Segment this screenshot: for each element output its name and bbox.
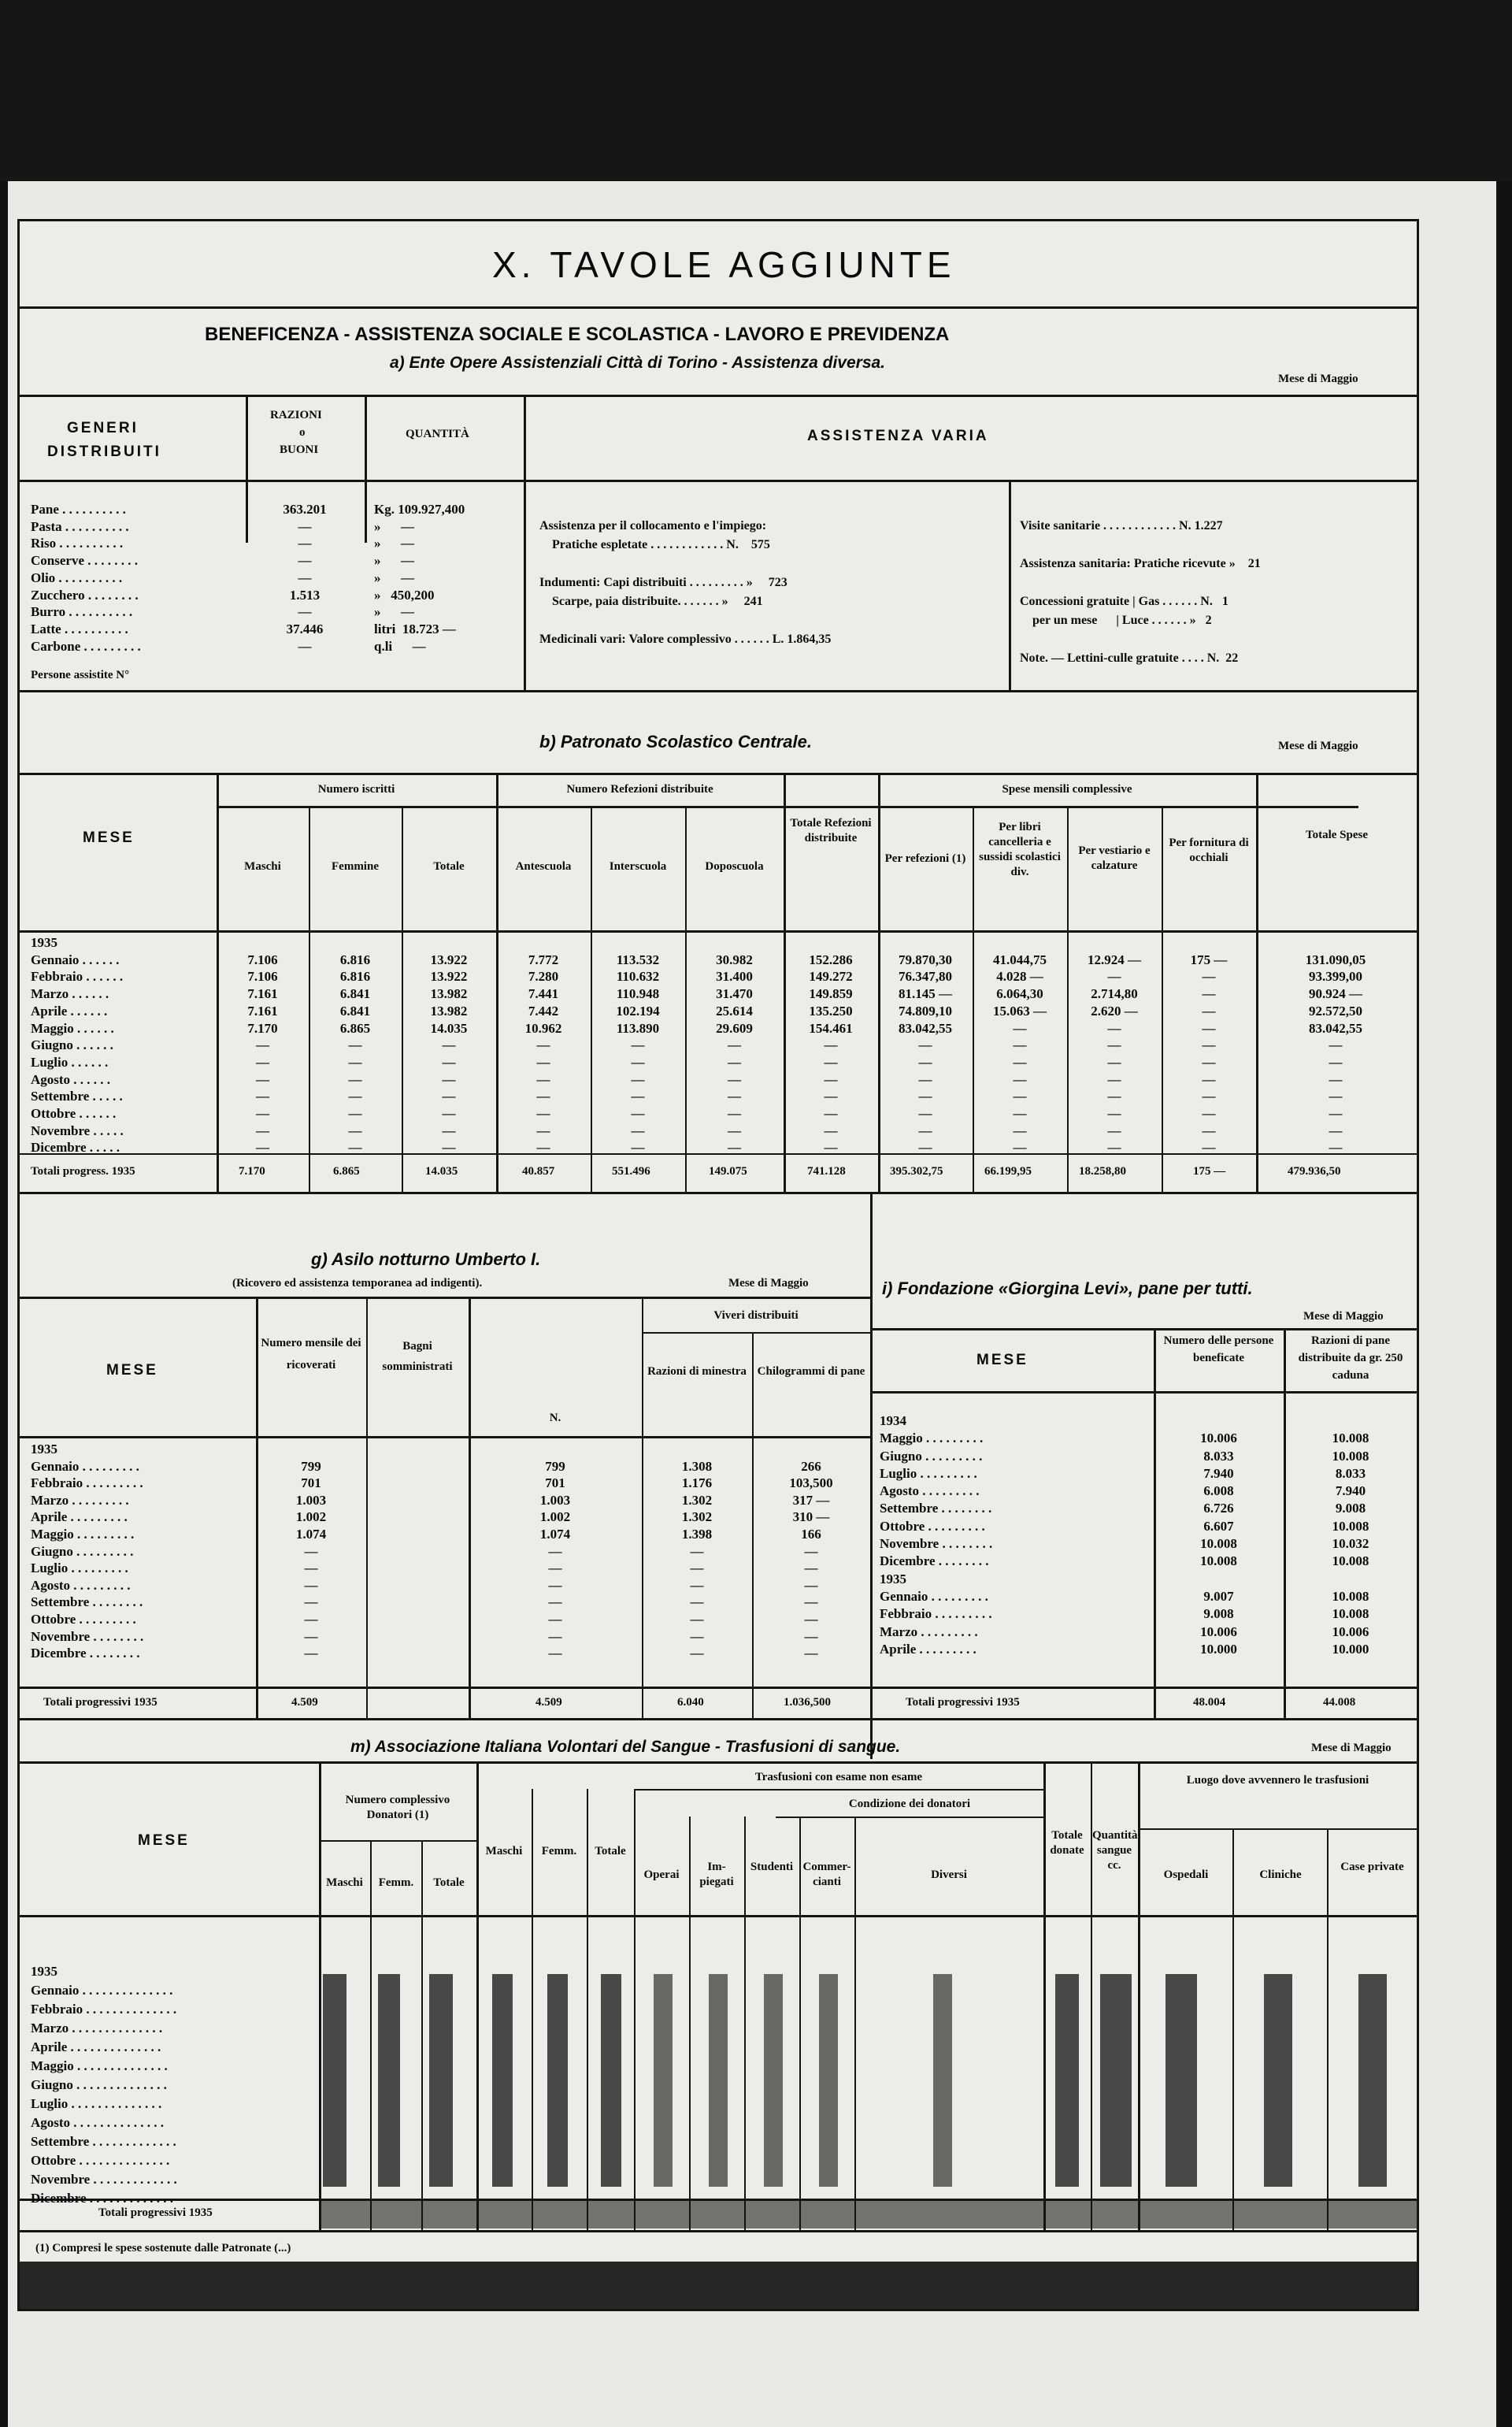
m-header-donatori: Numero complessivo Donatori (1) [345,1794,450,1821]
b-femmine: 6.816 6.816 6.841 6.841 6.865 — — — — — — — [339,952,371,1156]
header-per-fornitura: Per fornitura di occhiali [1169,837,1249,864]
i-razioni: 10.008 10.008 8.033 7.940 9.008 10.008 10.032 10.008 10.008 10.008 10.006 10.000 [1332,1431,1369,1657]
part-b-month: Mese di Maggio [1278,740,1358,752]
b-per-libri: 41.044,75 4.028 — 6.064,30 15.063 — — — — — — — — — [993,952,1047,1156]
g-header-bagni: Bagni somministrati [382,1340,453,1373]
i-numero: 10.006 8.033 7.940 6.008 6.726 6.607 10.008 10.008 9.007 9.008 10.006 10.000 [1200,1431,1237,1657]
b-doposcuola: 30.982 31.400 31.470 25.614 29.609 — — — — — — — [716,952,753,1156]
m-footnote: (1) Compresi le spese sostenute dalle Patronate (...) [35,2242,291,2254]
header-quantita: QUANTITÀ [406,428,469,440]
i-total-value: 48.004 [1193,1696,1226,1709]
g-months: 1935 Gennaio . . . . . . . . . Febbraio . . . . . . . . . Marzo . . . . . . . . . Aprile . . . . . . . . . Maggio . . . . . . . . . Giugno . . . . . . . . . Luglio . . . . . . . . . Agosto . . . . . . . . . Settembre . . . . . . . . Ottobre . . . . . . . . . Novembre . . . . . . . . Dicembre . . . . . . . . [31,1442,144,1661]
divider [776,1817,1043,1818]
header-distribuiti: DISTRIBUITI [47,443,161,460]
header-per-libri: Per libri cancelleria e sussidi scolastici div. [979,821,1061,878]
m-header-impiegati: Im-piegati [699,1861,734,1888]
divider [319,1840,476,1842]
m-header-femmine-2: Femm. [541,1845,577,1857]
header-o: o [299,426,306,439]
b-totals-label: Totali progress. 1935 [31,1165,135,1178]
section-title: BENEFICENZA - ASSISTENZA SOCIALE E SCOLASTICA - LAVORO E PREVIDENZA [205,324,950,345]
page-bottom-shadow [20,2262,1417,2309]
b-total-value: 18.258,80 [1079,1165,1126,1178]
header-buoni: BUONI [280,443,319,456]
m-header-totale-donate: Totale donate [1050,1829,1084,1857]
g-total-value: 1.036,500 [784,1696,831,1709]
m-data-column [492,1974,513,2187]
m-data-column [429,1974,453,2187]
divider [20,1297,870,1299]
divider [642,1332,870,1334]
m-header-maschi: Maschi [326,1876,363,1889]
m-data-column [323,1974,346,2187]
header-refezioni: Numero Refezioni distribuite [566,783,713,796]
divider [20,773,1417,775]
b-per-vestiario: 12.924 — — 2.714,80 2.620 — — — — — — — — — [1088,952,1141,1156]
m-data-column [547,1974,568,2187]
b-total-value: 479.936,50 [1288,1165,1341,1178]
divider [20,1761,1417,1764]
header-iscritti: Numero iscritti [317,783,395,796]
divider [1232,1828,1234,2230]
b-total-value: 741.128 [807,1165,846,1178]
part-i-title: i) Fondazione «Giorgina Levi», pane per tutti. [882,1278,1253,1298]
b-total-value: 6.865 [333,1165,360,1178]
divider [1009,481,1011,690]
m-header-quantita: Quantità sangue cc. [1092,1829,1138,1872]
g-header-viveri: Viveri distribuiti [713,1309,799,1322]
divider [1154,1328,1156,1718]
divider [20,1718,1417,1720]
scan-top-band [0,0,1512,181]
b-interscuola: 113.532 110.632 110.948 102.194 113.890 — — — — — — — [616,952,660,1156]
part-b-title: b) Patronato Scolastico Centrale. [539,732,812,751]
m-data-column [709,1974,728,2187]
m-data-column [378,1974,400,2187]
divider [20,395,1417,397]
b-antescuola: 7.772 7.280 7.441 7.442 10.962 — — — — — — — [524,952,562,1156]
header-totale-refezioni: Totale Refezioni distribuite [790,817,872,844]
m-header-mese: MESE [138,1832,190,1849]
b-totale-refezioni: 152.286 149.272 149.859 135.250 154.461 — — — — — — — [809,952,853,1156]
m-data-column [601,1974,621,2187]
part-a-title: a) Ente Opere Assistenziali Città di Torino - Assistenza diversa. [390,354,886,372]
b-total-value: 551.496 [612,1165,650,1178]
generi-list: Pane . . . . . . . . . . Pasta . . . . . . . . . . Riso . . . . . . . . . . Conserve . . . . . . . . Olio . . . . . . . . . . Zucchero . . . . . . . . Burro . . . . . . . . . . Latte . . . . . . . . . . Carbone . . . . . . . . . [31,502,141,654]
part-g-month: Mese di Maggio [728,1277,809,1290]
part-i-month: Mese di Maggio [1303,1310,1384,1323]
divider [20,306,1417,309]
m-data-column [1100,1974,1132,2187]
header-maschi: Maschi [244,860,281,873]
divider [1284,1328,1286,1718]
persone-assistite: Persone assistite N° [31,669,130,681]
b-per-refezioni: 79.870,30 76.347,80 81.145 — 74.809,10 83.042,55 — — — — — — — [899,952,952,1156]
b-totale-spese: 131.090,05 93.399,00 90.924 — 92.572,50 83.042,55 — — — — — — — [1305,952,1366,1156]
m-data-column [764,1974,783,2187]
g-totals-label: Totali progressivi 1935 [43,1696,158,1709]
m-header-totale-2: Totale [595,1845,626,1857]
divider [870,1391,1417,1393]
g-header-razioni: Razioni di minestra [647,1365,747,1378]
m-header-studenti: Studenti [750,1861,794,1873]
page-title: X. TAVOLE AGGIUNTE [492,244,956,285]
divider [1327,1828,1329,2230]
m-header-commercianti: Commer-cianti [802,1861,851,1888]
header-per-vestiario: Per vestiario e calzature [1078,844,1151,872]
part-a-month: Mese di Maggio [1278,373,1358,385]
divider [20,1915,1417,1917]
m-header-maschi-2: Maschi [485,1845,523,1857]
assistenza-varia-1: Assistenza per il collocamento e l'impiego: Pratiche espletate . . . . . . . . . . . . N. 575 Indumenti: Capi distribuiti . . . . . . . . . » 723 Scarpe, paia distribuite. . . . . . . » 241 Medicinali vari: Valore complessivo . . . . . . L. 1.864,35 [539,519,832,646]
divider [366,1297,368,1718]
b-per-fornitura: 175 — — — — — — — — — — — — [1190,952,1228,1156]
g-numero: 799 701 1.003 1.002 1.074 — — — — — — — [295,1458,327,1661]
header-antescuola: Antescuola [515,860,572,873]
divider [365,395,367,543]
divider [319,1761,321,2230]
header-interscuola: Interscuola [609,860,667,873]
header-generi: GENERI [67,420,139,436]
divider [1138,1828,1417,1830]
i-header-numero: Numero delle persone beneficate [1163,1334,1274,1364]
g-total-value: 4.509 [291,1696,318,1709]
m-header-luogo: Luogo dove avvennero le trasfusioni [1186,1774,1369,1787]
g-total-value: 4.509 [536,1696,562,1709]
g-header-numero: Numero mensile dei ricoverati [261,1337,361,1371]
g-header-chilogrammi: Chilogrammi di pane [757,1365,865,1378]
i-months: 1934 Maggio . . . . . . . . . Giugno . . . . . . . . . Luglio . . . . . . . . . Agosto . . . . . . . . . Settembre . . . . . . . . Ottobre . . . . . . . . . Novembre . . . . . . . . Dicembre . . . . . . . . 1935 Gennaio . . . . . . . . . Febbraio . . . . . . . . . Marzo . . . . . . . . . Aprile . . . . . . . . . [880,1413,993,1657]
i-header-mese: MESE [976,1352,1028,1368]
header-totale: Totale [433,860,465,873]
divider [20,1192,1417,1194]
m-totals-label: Totali progressivi 1935 [98,2206,213,2219]
header-doposcuola: Doposcuola [705,860,764,873]
m-header-condizione: Condizione dei donatori [848,1798,971,1810]
b-total-value: 66.199,95 [984,1165,1032,1178]
divider [20,690,1417,692]
divider [20,1436,870,1438]
m-header-trasfusioni: Trasfusioni con esame non esame [754,1771,923,1783]
i-total-value: 44.008 [1323,1696,1356,1709]
divider [634,1789,636,2230]
g-total-value: 6.040 [677,1696,704,1709]
m-header-operai: Operai [643,1868,680,1881]
m-data-column [1055,1974,1079,2187]
divider [20,480,1417,482]
divider [20,1687,870,1689]
divider [217,806,1358,808]
m-data-column [654,1974,673,2187]
b-total-value: 175 — [1193,1165,1226,1178]
header-totale-spese: Totale Spese [1305,829,1369,841]
m-data-column [819,1974,838,2187]
m-data-column [1264,1974,1292,2187]
b-maschi: 7.106 7.106 7.161 7.161 7.170 — — — — — — — [247,952,278,1156]
b-total-value: 40.857 [522,1165,555,1178]
m-data-column [933,1974,952,2187]
m-header-diversi: Diversi [931,1868,967,1881]
m-header-totale: Totale [433,1876,465,1889]
divider [421,1840,423,2230]
quantita-column: Kg. 109.927,400 » — » — » — » — » 450,200 » — litri 18.723 — q.li — [374,502,465,654]
b-total-value: 149.075 [709,1165,747,1178]
header-per-refezioni: Per refezioni (1) [884,852,966,865]
i-totals-label: Totali progressivi 1935 [906,1696,1020,1709]
header-assistenza-varia: ASSISTENZA VARIA [807,428,989,444]
b-months: 1935 Gennaio . . . . . . Febbraio . . . . . . Marzo . . . . . . Aprile . . . . . . Maggio . . . . . . Giugno . . . . . . Luglio . . . . . . Agosto . . . . . . Settembre . . . . . Ottobre . . . . . . Novembre . . . . . Dicembre . . . . . [31,935,124,1156]
divider [20,2230,1417,2232]
g-razioni: 1.308 1.176 1.302 1.302 1.398 — — — — — — — [681,1458,713,1661]
divider [20,930,1417,933]
divider [476,1761,479,2230]
assistenza-varia-2: Visite sanitarie . . . . . . . . . . . . N. 1.227 Assistenza sanitaria: Pratiche ricevute » 21 Concessioni gratuite | Gas . . . . . . N. 1 per un mese | Luce . . . . . . » 2 Note. — Lettini-culle gratuite . . . . N. 22 [1020,519,1261,665]
part-m-title: m) Associazione Italiana Volontari del Sangue - Trasfusioni di sangue. [350,1738,901,1756]
b-totale: 13.922 13.922 13.982 13.982 14.035 — — — — — — — [430,952,468,1156]
b-total-value: 14.035 [425,1165,458,1178]
divider [370,1840,372,2230]
m-header-case: Case private [1340,1861,1404,1873]
m-data-column [1358,1974,1387,2187]
divider [870,1328,1417,1330]
g-header-n: N. [549,1412,561,1424]
header-razioni: RAZIONI [270,409,322,421]
page-frame [17,219,1419,2311]
m-months: 1935 Gennaio . . . . . . . . . . . . . . Febbraio . . . . . . . . . . . . . . Marzo . . . . . . . . . . . . . . Aprile . . . . . . . . . . . . . . Maggio . . . . . . . . . . . . . . Giugno . . . . . . . . . . . . . . Luglio . . . . . . . . . . . . . . Agosto . . . . . . . . . . . . . . Settembre . . . . . . . . . . . . . Ottobre . . . . . . . . . . . . . . Novembre . . . . . . . . . . . . . Dicembre . . . . . . . . . . . . . [31,1964,177,2206]
divider [1138,1761,1140,2230]
m-data-column [1166,1974,1197,2187]
divider [634,1789,1043,1791]
divider [870,1687,1417,1689]
m-header-femmine: Femm. [378,1876,414,1889]
g-chilo: 266 103,500 317 — 310 — 166 — — — — — — — [789,1458,833,1661]
part-m-month: Mese di Maggio [1311,1742,1392,1754]
header-femmine: Femmine [332,860,379,873]
m-totals-band [319,2200,1417,2228]
m-header-cliniche: Cliniche [1259,1868,1302,1881]
razioni-column: 363.201 — — — — 1.513 — 37.446 — [283,502,327,654]
i-header-razioni: Razioni di pane distribuite da gr. 250 caduna [1298,1334,1403,1382]
g-bagni: 799 701 1.003 1.002 1.074 — — — — — — — [539,1458,571,1661]
divider [524,395,526,690]
m-header-ospedali: Ospedali [1163,1868,1209,1881]
divider [870,1192,873,1759]
g-header-mese: MESE [106,1362,158,1379]
divider [246,395,248,543]
header-mese: MESE [83,829,135,846]
divider [744,1817,746,2230]
part-g-subtitle: (Ricovero ed assistenza temporanea ad indigenti). [232,1277,483,1290]
b-total-value: 395.302,75 [890,1165,943,1178]
part-g-title: g) Asilo notturno Umberto I. [311,1249,541,1269]
b-total-value: 7.170 [239,1165,265,1178]
header-spese: Spese mensili complessive [1002,783,1132,796]
